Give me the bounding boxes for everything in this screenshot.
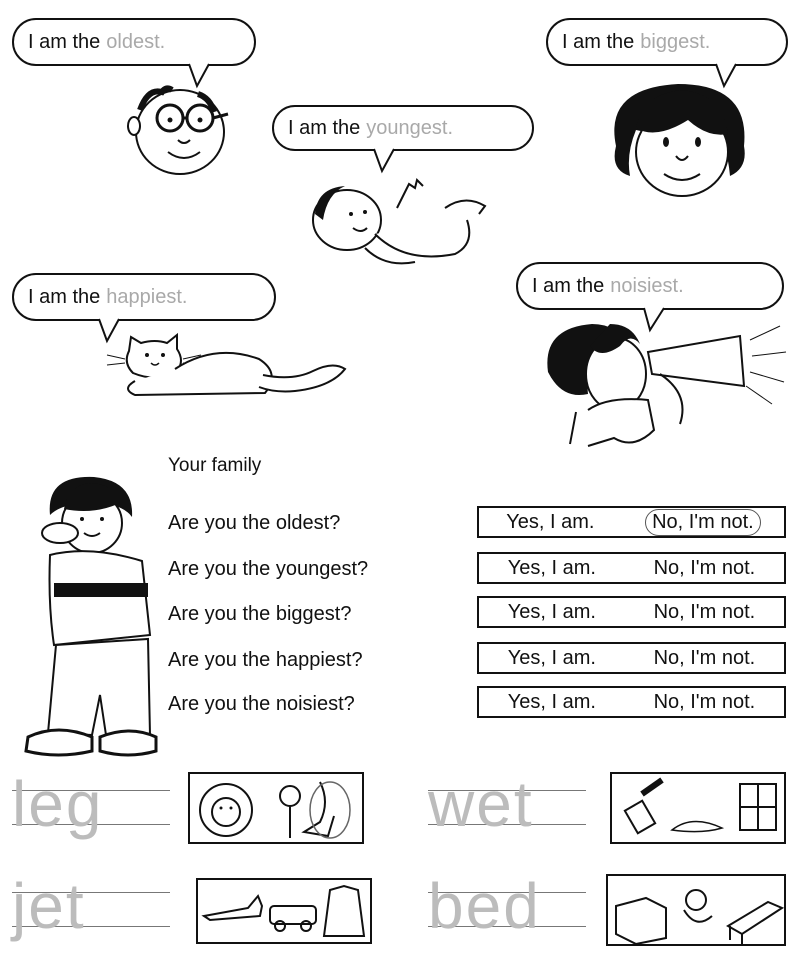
- picture-box-jet: [196, 878, 372, 944]
- answer-no-option[interactable]: No, I'm not.: [645, 509, 761, 536]
- answer-box-noisiest: [477, 686, 786, 718]
- question-biggest: Are you the biggest?: [168, 603, 352, 625]
- bubble-adjective: happiest.: [106, 286, 188, 308]
- bubble-tail: [370, 147, 400, 175]
- bubble-adjective: youngest.: [366, 117, 453, 139]
- answer-box-oldest: [477, 506, 786, 538]
- picture-box-bed: [606, 874, 786, 946]
- lion-lollipop-leg-icons: [190, 774, 364, 844]
- trace-word-jet: jet: [12, 870, 86, 942]
- bubble-prefix: I am the: [288, 117, 361, 139]
- grandpa-face-illustration: [118, 80, 243, 180]
- baby-illustration: [305, 178, 495, 278]
- woman-face-illustration: [598, 78, 763, 200]
- answer-yes-option[interactable]: Yes, I am.: [507, 690, 596, 713]
- watch-puddle-window-icons: [612, 774, 786, 844]
- bubble-adjective: biggest.: [640, 31, 711, 53]
- question-oldest: Are you the oldest?: [168, 512, 341, 534]
- answer-yes-option[interactable]: Yes, I am.: [506, 510, 595, 533]
- trace-word-bed: bed: [428, 870, 541, 942]
- section-title: Your family: [168, 455, 262, 476]
- picture-box-wet: [610, 772, 786, 844]
- answer-box-youngest: [477, 552, 786, 584]
- answer-no-option[interactable]: No, I'm not.: [653, 690, 756, 713]
- box-baby-bed-icons: [608, 876, 786, 946]
- speech-bubble-happiest: [12, 273, 276, 321]
- speech-bubble-oldest: [12, 18, 256, 66]
- question-happiest: Are you the happiest?: [168, 649, 363, 671]
- answer-yes-option[interactable]: Yes, I am.: [507, 646, 596, 669]
- bubble-prefix: I am the: [28, 286, 101, 308]
- question-youngest: Are you the youngest?: [168, 558, 369, 580]
- jet-car-jacket-icons: [198, 880, 372, 944]
- trace-word-wet: wet: [428, 768, 534, 840]
- answer-yes-option[interactable]: Yes, I am.: [507, 600, 596, 623]
- boy-with-microphone-illustration: [20, 475, 160, 765]
- cat-illustration: [105, 325, 350, 400]
- answer-yes-option[interactable]: Yes, I am.: [507, 556, 596, 579]
- answer-box-happiest: [477, 642, 786, 674]
- picture-box-leg: [188, 772, 364, 844]
- answer-no-option[interactable]: No, I'm not.: [653, 600, 756, 623]
- bubble-prefix: I am the: [562, 31, 635, 53]
- answer-no-option[interactable]: No, I'm not.: [653, 646, 756, 669]
- speech-bubble-youngest: [272, 105, 534, 151]
- bubble-adjective: oldest.: [106, 31, 166, 53]
- bubble-adjective: noisiest.: [610, 275, 684, 297]
- answer-box-biggest: [477, 596, 786, 628]
- speech-bubble-biggest: [546, 18, 788, 66]
- boy-with-megaphone-illustration: [540, 312, 792, 447]
- bubble-prefix: I am the: [532, 275, 605, 297]
- question-noisiest: Are you the noisiest?: [168, 693, 355, 715]
- answer-no-option[interactable]: No, I'm not.: [653, 556, 756, 579]
- trace-word-leg: leg: [12, 768, 104, 840]
- bubble-prefix: I am the: [28, 31, 101, 53]
- speech-bubble-noisiest: [516, 262, 784, 310]
